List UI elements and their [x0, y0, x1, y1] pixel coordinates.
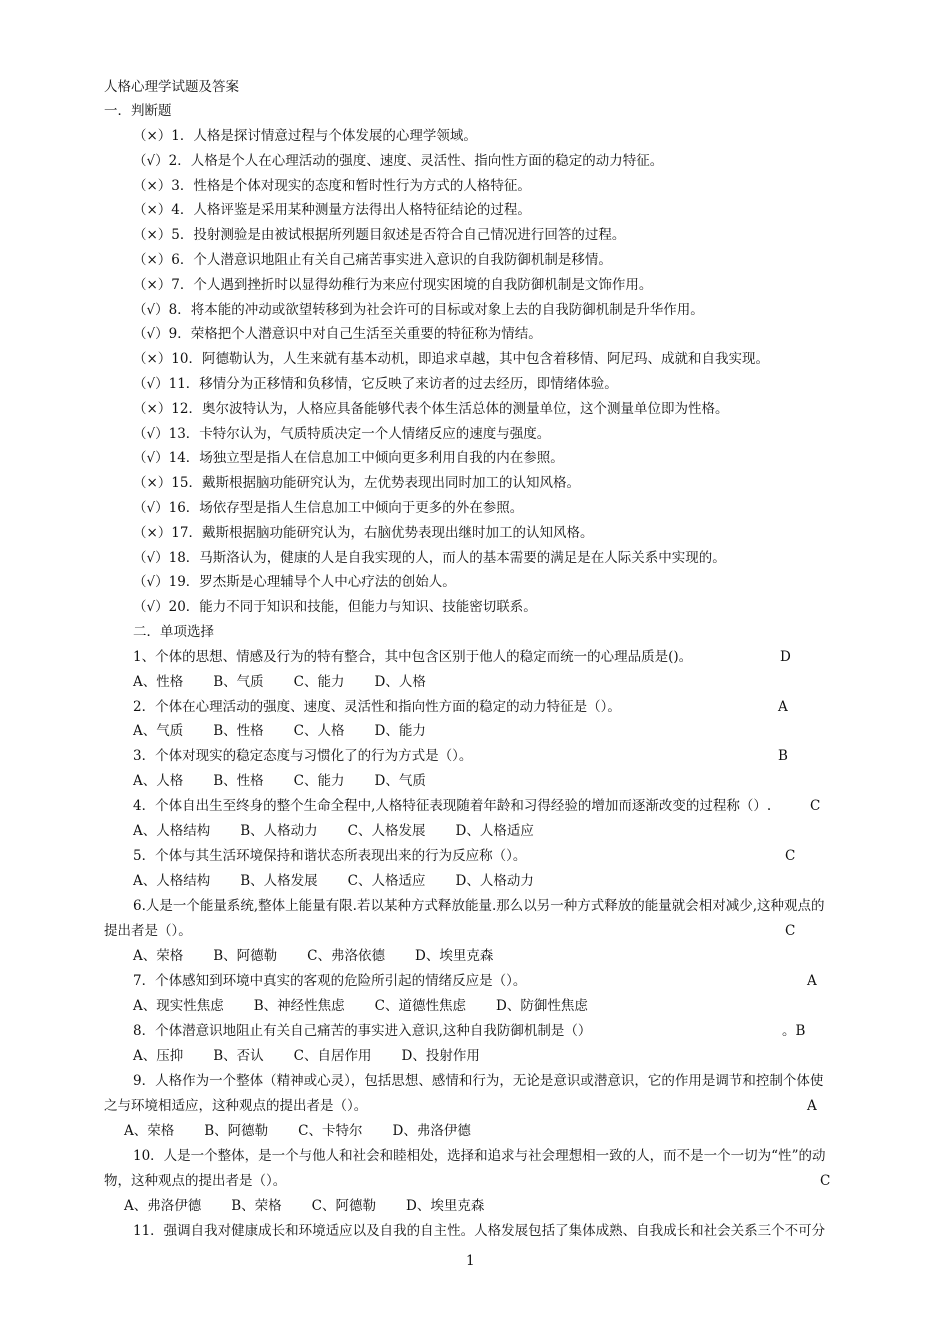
options-row [133, 871, 564, 891]
tf-item: （×）4．人格评鉴是采用某种测量方法得出人格特征结论的过程。 [133, 202, 531, 218]
answer-key: A [778, 699, 788, 715]
option: A、现实性焦虑 [133, 998, 224, 1014]
question-text: 11．强调自我对健康成长和环境适应以及自我的自主性。人格发展包括了集体成熟、自我成长和社会关系三个不可分 [133, 1223, 826, 1239]
option: C、道德性焦虑 [374, 998, 467, 1014]
options-row [133, 821, 564, 841]
option: D、埃里克森 [406, 1198, 485, 1214]
question-text-cont: 物，这种观点的提出者是（）。 [104, 1173, 287, 1189]
answer-key: C [810, 798, 821, 814]
option: B、阿德勒 [213, 948, 278, 964]
options-row [124, 1121, 501, 1141]
option: C、自居作用 [293, 1048, 372, 1064]
answer-key: C [785, 923, 796, 939]
option: A、荣格 [133, 948, 184, 964]
options-row [133, 672, 456, 692]
question-text-cont: 之与环境相适应，这种观点的提出者是（）。 [104, 1098, 368, 1114]
option: B、气质 [213, 674, 264, 690]
answer-key: A [807, 1098, 817, 1114]
tf-item: （×）7．个人遇到挫折时以显得幼稚行为来应付现实困境的自我防御机制是文饰作用。 [133, 277, 653, 293]
question-text-cont: 提出者是（）。 [104, 923, 192, 939]
option: D、人格动力 [455, 873, 534, 889]
tf-item: （√）8．将本能的冲动或欲望转移到为社会许可的目标或对象上去的自我防御机制是升华作用。 [133, 302, 704, 318]
option: B、人格发展 [240, 873, 318, 889]
section-heading-choice: 二．单项选择 [133, 624, 214, 640]
option: D、人格 [374, 674, 426, 690]
question-text: 9．人格作为一个整体（精神或心灵），包括思想、感情和行为，无论是意识或潜意识，它的作用是调节和控制个体使 [133, 1073, 824, 1089]
page-number: 1 [466, 1253, 475, 1269]
question-text: 5．个体与其生活环境保持和谐状态所表现出来的行为反应称（）。 [133, 848, 527, 864]
option: C、能力 [293, 773, 345, 789]
tf-item: （×）15．戴斯根据脑功能研究认为，左优势表现出同时加工的认知风格。 [133, 475, 580, 491]
tf-item: （×）12．奥尔波特认为，人格应具备能够代表个体生活总体的测量单位，这个测量单位即为性格。 [133, 401, 729, 417]
section-heading-judgment: 一．判断题 [104, 103, 172, 119]
option: D、投射作用 [401, 1048, 480, 1064]
answer-key: A [807, 973, 817, 989]
option: B、否认 [213, 1048, 264, 1064]
answer-key: C [820, 1173, 831, 1189]
option: B、荣格 [231, 1198, 282, 1214]
options-row [133, 771, 456, 791]
answer-key: B [778, 748, 788, 764]
option: B、性格 [213, 773, 264, 789]
option: B、阿德勒 [204, 1123, 269, 1139]
question-text: 7．个体感知到环境中真实的客观的危险所引起的情绪反应是（）。 [133, 973, 527, 989]
option: D、能力 [374, 723, 426, 739]
tf-item: （√）19．罗杰斯是心理辅导个人中心疗法的创始人。 [133, 574, 456, 590]
question-text: 8．个体潜意识地阻止有关自己痛苦的事实进入意识,这种自我防御机制是（） [133, 1023, 592, 1039]
tf-item: （√）11．移情分为正移情和负移情，它反映了来访者的过去经历，即情绪体验。 [133, 376, 618, 392]
question-text: 2．个体在心理活动的强度、速度、灵活性和指向性方面的稳定的动力特征是（）。 [133, 699, 621, 715]
option: C、阿德勒 [311, 1198, 377, 1214]
option: A、荣格 [124, 1123, 175, 1139]
option: A、压抑 [133, 1048, 184, 1064]
option: A、气质 [133, 723, 184, 739]
tf-item: （×）6．个人潜意识地阻止有关自己痛苦事实进入意识的自我防御机制是移情。 [133, 252, 612, 268]
tf-item: （√）18．马斯洛认为，健康的人是自我实现的人，而人的基本需要的满足是在人际关系中实现的。 [133, 550, 726, 566]
question-text: 1、个体的思想、情感及行为的特有整合，其中包含区别于他人的稳定而统一的心理品质是()。 [133, 649, 693, 665]
tf-item: （√）14．场独立型是指人在信息加工中倾向更多利用自我的内在参照。 [133, 450, 564, 466]
option: B、性格 [213, 723, 264, 739]
option: C、弗洛依德 [307, 948, 386, 964]
option: C、人格适应 [347, 873, 426, 889]
option: C、卡特尔 [298, 1123, 363, 1139]
tf-item: （×）17．戴斯根据脑功能研究认为，右脑优势表现出继时加工的认知风格。 [133, 525, 594, 541]
tf-item: （×）10．阿德勒认为，人生来就有基本动机，即追求卓越，其中包含着移情、阿尼玛、成就和自我实现。 [133, 351, 769, 367]
options-row [133, 1046, 510, 1066]
option: C、人格 [293, 723, 345, 739]
option: D、埃里克森 [415, 948, 494, 964]
question-text: 3．个体对现实的稳定态度与习惯化了的行为方式是（）。 [133, 748, 473, 764]
option: D、防御性焦虑 [496, 998, 588, 1014]
answer-key: D [780, 649, 791, 665]
option: B、神经性焦虑 [253, 998, 345, 1014]
tf-item: （×）3．性格是个体对现实的态度和暂时性行为方式的人格特征。 [133, 178, 531, 194]
options-row [133, 721, 456, 741]
options-row [133, 946, 523, 966]
question-text: 6.人是一个能量系统,整体上能量有限.若以某种方式释放能量.那么以另一种方式释放的能量就会相对减少,这种观点的 [133, 898, 825, 914]
tf-item: （√）16．场依存型是指人生信息加工中倾向于更多的外在参照。 [133, 500, 524, 516]
tf-item: （×）1．人格是探讨情意过程与个体发展的心理学领域。 [133, 128, 477, 144]
question-text: 4．个体自出生至终身的整个生命全程中,人格特征表现随着年龄和习得经验的增加而逐渐改变的过程称（）. [133, 798, 772, 814]
option: D、人格适应 [455, 823, 534, 839]
answer-key: C [785, 848, 796, 864]
option: A、人格结构 [133, 823, 211, 839]
option: D、弗洛伊德 [392, 1123, 471, 1139]
option: A、性格 [133, 674, 184, 690]
option: C、能力 [293, 674, 345, 690]
option: A、人格 [133, 773, 184, 789]
tf-item: （√）20．能力不同于知识和技能，但能力与知识、技能密切联系。 [133, 599, 537, 615]
options-row [124, 1196, 514, 1216]
option: C、人格发展 [347, 823, 426, 839]
answer-key: 。B [782, 1023, 806, 1039]
option: A、弗洛伊德 [124, 1198, 202, 1214]
tf-item: （√）2．人格是个人在心理活动的强度、速度、灵活性、指向性方面的稳定的动力特征。 [133, 153, 664, 169]
option: B、人格动力 [240, 823, 318, 839]
tf-item: （√）13．卡特尔认为，气质特质决定一个人情绪反应的速度与强度。 [133, 426, 551, 442]
option: A、人格结构 [133, 873, 211, 889]
question-text: 10．人是一个整体，是一个与他人和社会和睦相处，选择和追求与社会理想相一致的人，而不是一个一切为“性”的动 [133, 1148, 826, 1164]
options-row [133, 996, 618, 1016]
tf-item: （×）5．投射测验是由被试根据所列题目叙述是否符合自己情况进行回答的过程。 [133, 227, 626, 243]
tf-item: （√）9．荣格把个人潜意识中对自己生活至关重要的特征称为情结。 [133, 326, 542, 342]
document-title: 人格心理学试题及答案 [104, 79, 239, 95]
option: D、气质 [374, 773, 426, 789]
